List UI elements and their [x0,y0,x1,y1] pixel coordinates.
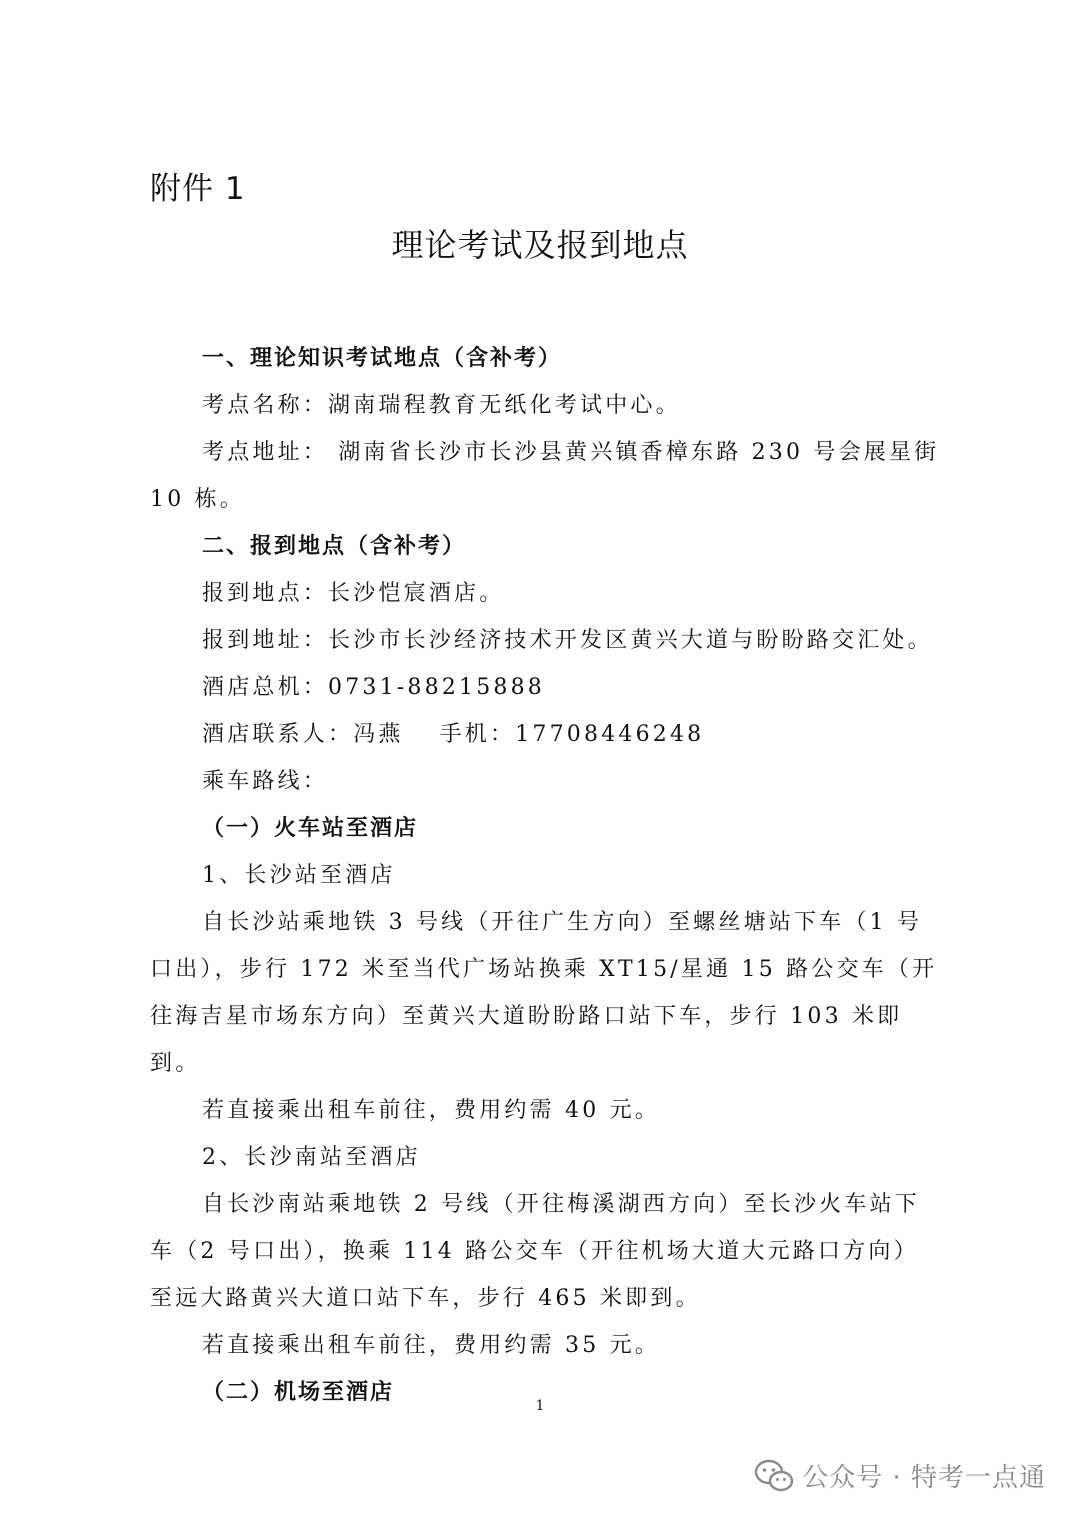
hotel-mobile: 手机：17708446248 [439,722,705,747]
page-number: 1 [535,1398,545,1414]
hotel-contact: 酒店联系人：冯燕 [202,722,404,747]
route1-title: 1、长沙站至酒店 [202,863,396,888]
route2-taxi: 若直接乘出租车前往，费用约需 35 元。 [202,1333,660,1358]
hotel-contact-line [150,711,940,758]
route2-title: 2、长沙南站至酒店 [202,1145,421,1170]
attachment-label: 附件 1 [150,171,246,207]
train-station-heading: （一）火车站至酒店 [202,816,419,841]
route1-taxi: 若直接乘出租车前往，费用约需 40 元。 [202,1098,660,1123]
hotel-phone: 酒店总机：0731-88215888 [202,675,545,700]
report-heading: 二、报到地点（含补考） [202,534,467,559]
document-body [150,335,940,1416]
route2-text: 自长沙南站乘地铁 2 号线（开往梅溪湖西方向）至长沙火车站下车（2 号口出），换乘 114 路公交车（开往机场大道大元路口方向）至远大路黄兴大道口站下车，步行 465 米即到。 [150,1192,920,1311]
exam-site-name: 考点名称：湖南瑞程教育无纸化考试中心。 [202,393,681,418]
watermark-text: 公众号 · 特考一点通 [802,1463,1046,1493]
exam-site-address: 考点地址： 湖南省长沙市长沙县黄兴镇香樟东路 230 号会展星街 10 栋。 [150,440,940,512]
report-address: 报到地址：长沙市长沙经济技术开发区黄兴大道与盼盼路交汇处。 [202,628,933,653]
theory-exam-heading: 一、理论知识考试地点（含补考） [202,346,563,371]
wechat-icon [754,1459,794,1493]
report-place: 报到地点：长沙恺宸酒店。 [202,581,505,606]
page-title: 理论考试及报到地点 [391,226,689,264]
watermark [754,1457,1046,1494]
route1-text: 自长沙站乘地铁 3 号线（开往广生方向）至螺丝塘站下车（1 号口出），步行 172 米至当代广场站换乘 XT15/星通 15 路公交车（开往海吉星市场东方向）至黄兴大道盼盼路口站下车，步行 103 米即到。 [150,910,938,1076]
route-label: 乘车路线： [202,769,329,794]
airport-heading: （二）机场至酒店 [202,1380,395,1405]
